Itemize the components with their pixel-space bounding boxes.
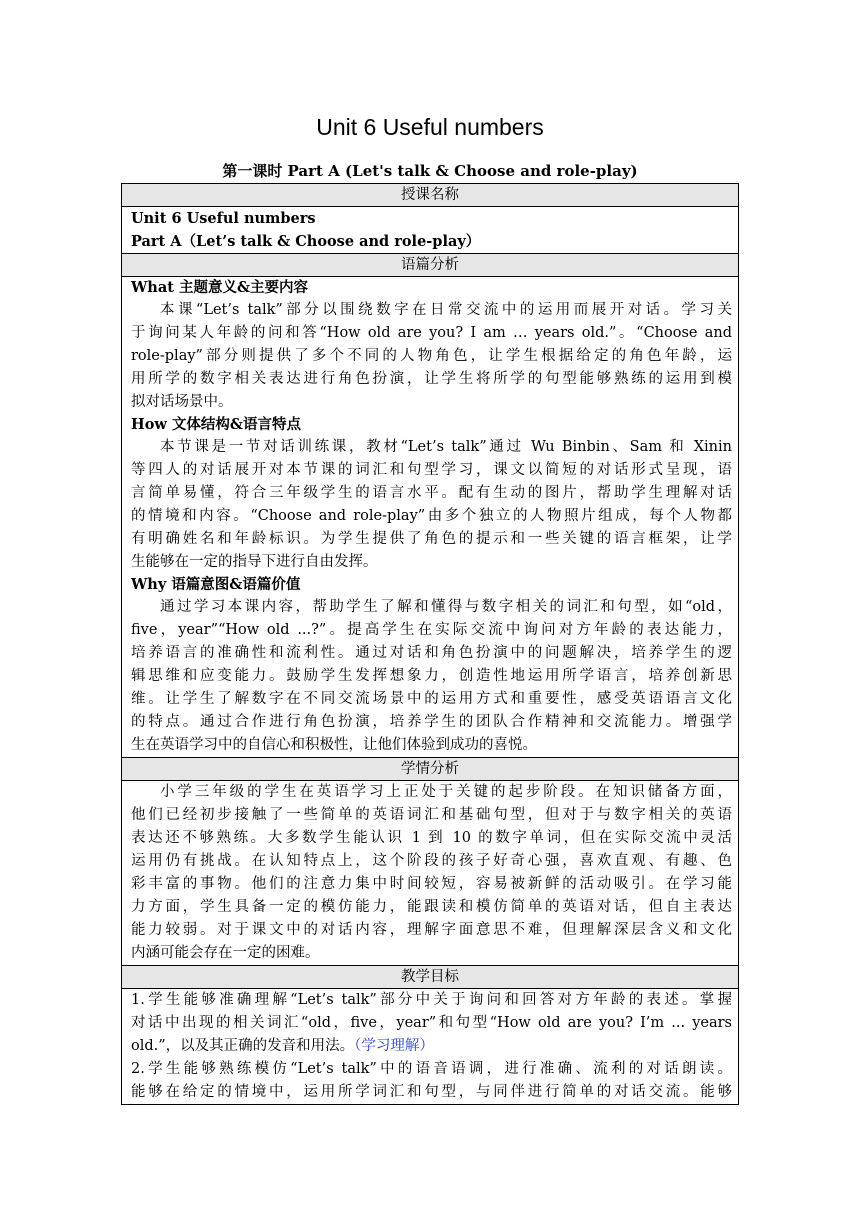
objective-line: 2.学生能够熟练模仿“Let’s talk”中的语音语调，进行准确、流利的对话朗读。	[131, 1061, 732, 1077]
why-line: 维。让学生了解数字在不同交流场景中的运用方式和重要性，感受英语语言文化	[131, 691, 732, 707]
lesson-subtitle: 第一课时 Part A (Let's talk & Choose and role-play)	[222, 162, 638, 180]
document-title: Unit 6 Useful numbers	[316, 114, 544, 140]
what-line: 于询问某人年龄的问和答“How old are you? I am … years old.”。“Choose and	[131, 325, 732, 341]
learner-line: 表达还不够熟练。大多数学生能认识 1 到 10 的数字单词，但在实际交流中灵活	[131, 830, 732, 846]
lesson-name-heading: 授课名称	[122, 184, 739, 207]
objective-level-tag: （学习理解）	[354, 1038, 434, 1054]
learner-line: 能力较弱。对于课文中的对话内容，理解字面意思不难，但理解深层含义和文化	[131, 922, 732, 938]
why-line: 培养语言的准确性和流利性。通过对话和角色扮演中的问题解决，培养学生的逻	[131, 645, 732, 661]
lesson-plan-table	[121, 183, 739, 1105]
what-line: 本课“Let’s talk”部分以围绕数字在日常交流中的运用而展开对话。学习关	[160, 302, 732, 318]
text-analysis-row	[122, 277, 739, 758]
how-line: 有明确姓名和年龄标识。为学生提供了角色的提示和一些关键的语言框架，让学	[131, 531, 732, 547]
learner-line: 力方面，学生具备一定的模仿能力，能跟读和模仿简单的英语对话，但自主表达	[131, 899, 732, 915]
how-line: 等四人的对话展开对本节课的词汇和句型学习，课文以简短的对话形式呈现，语	[131, 462, 732, 478]
text-analysis-cell	[122, 277, 739, 758]
objectives-cell	[122, 989, 739, 1105]
how-line: 的情境和内容。“Choose and role-play”由多个独立的人物照片组成，每个人物都	[131, 508, 732, 524]
objective-line: 对话中出现的相关词汇“old，five，year”和句型“How old are you? I’m ... years	[131, 1015, 732, 1031]
objective-line	[131, 1035, 732, 1058]
lesson-name-row	[122, 207, 739, 254]
lesson-part-name: Part A（Let’s talk & Choose and role-play）	[131, 233, 481, 250]
how-subheading: How 文体结构&语言特点	[131, 416, 301, 433]
lesson-name-header-row	[122, 184, 739, 207]
text-analysis-heading: 语篇分析	[122, 254, 739, 277]
why-line: 的特点。通过合作进行角色扮演，培养学生的团队合作精神和交流能力。增强学	[131, 714, 732, 730]
how-line: 本节课是一节对话训练课，教材“Let’s talk”通过 Wu Binbin、Sam 和 Xinin	[160, 439, 732, 455]
objective-text: old.”，以及其正确的发音和用法。	[131, 1038, 355, 1054]
why-line: five，year”“How old ...?”。提高学生在实际交流中询问对方年龄的表达能力，	[131, 622, 732, 638]
lesson-name-cell	[122, 207, 739, 254]
learner-analysis-header-row	[122, 758, 739, 781]
objectives-row	[122, 989, 739, 1105]
how-line: 言简单易懂，符合三年级学生的语言水平。配有生动的图片，帮助学生理解对话	[131, 485, 732, 501]
lesson-unit-name: Unit 6 Useful numbers	[131, 210, 316, 227]
what-line: 用所学的数字相关表达进行角色扮演，让学生将所学的句型能够熟练的运用到模	[131, 371, 732, 387]
learner-line: 他们已经初步接触了一些简单的英语词汇和基础句型，但对于与数字相关的英语	[131, 807, 732, 823]
why-subheading: Why 语篇意图&语篇价值	[131, 576, 301, 593]
text-analysis-header-row	[122, 254, 739, 277]
what-subheading: What 主题意义&主要内容	[131, 279, 309, 296]
objective-line: 1.学生能够准确理解“Let’s talk”部分中关于询问和回答对方年龄的表述。掌握	[131, 992, 732, 1008]
how-line: 生能够在一定的指导下进行自由发挥。	[131, 554, 378, 570]
learner-analysis-row	[122, 781, 739, 966]
why-line: 通过学习本课内容，帮助学生了解和懂得与数字相关的词汇和句型，如“old，	[160, 599, 732, 615]
objective-line: 能够在给定的情境中，运用所学词汇和句型，与同伴进行简单的对话交流。能够	[131, 1084, 732, 1100]
why-line: 生在英语学习中的自信心和积极性，让他们体验到成功的喜悦。	[131, 737, 537, 753]
what-line: 拟对话场景中。	[131, 394, 233, 410]
objectives-heading: 教学目标	[122, 966, 739, 989]
learner-line: 运用仍有挑战。在认知特点上，这个阶段的孩子好奇心强，喜欢直观、有趣、色	[131, 853, 732, 869]
learner-line: 小学三年级的学生在英语学习上正处于关键的起步阶段。在知识储备方面，	[160, 784, 732, 800]
learner-line: 内涵可能会存在一定的困难。	[131, 945, 320, 961]
learner-line: 彩丰富的事物。他们的注意力集中时间较短，容易被新鲜的活动吸引。在学习能	[131, 876, 732, 892]
why-line: 辑思维和应变能力。鼓励学生发挥想象力，创造性地运用所学语言，培养创新思	[131, 668, 732, 684]
learner-analysis-heading: 学情分析	[122, 758, 739, 781]
what-line: role-play”部分则提供了多个不同的人物角色，让学生根据给定的角色年龄，运	[131, 348, 732, 364]
learner-analysis-cell	[122, 781, 739, 966]
objectives-header-row	[122, 966, 739, 989]
